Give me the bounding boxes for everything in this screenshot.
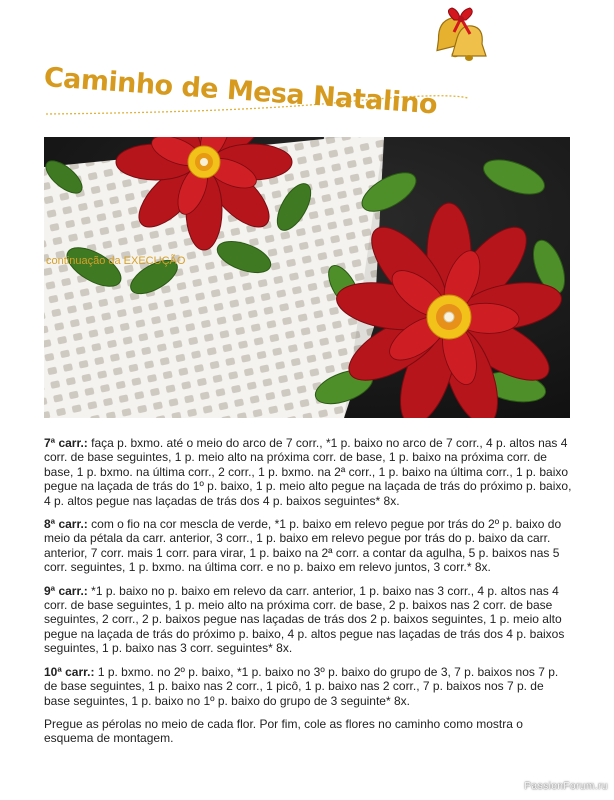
- page-title: Caminho de Mesa Natalino: [42, 62, 439, 121]
- instruction-row-10: 10ª carr.: 1 p. bxmo. no 2º p. baixo, *1 p. baixo no 3º p. baixo do grupo de 3, 7 p. baixos nos 7 p. de base seguintes, 1 p. baixo nas 2 corr., 1 picô, 1 p. baixo nas 2 corr., 7 p. baixos nos 7 p. de base seguintes, 1 p. baixo no 1º p. baixo do grupo de 3 seguinte* 8x.: [44, 664, 559, 708]
- watermark: PassionForum.ru: [524, 781, 608, 792]
- instructions-body: [44, 436, 572, 755]
- title-block: [44, 62, 474, 122]
- instruction-row-7: 7ª carr.: faça p. bxmo. até o meio do arco de 7 corr., *1 p. baixo no arco de 7 corr., 4 p. altos nas 4 corr. de base seguintes, 1 p. meio alto na próxima corr. de base, 1 p. baixo na próxima corr. de base, 1 p. bxmo. na última corr., 2 corr., 1 p. bxmo. na 2ª corr., 1 p. baixo na última corr., 1 p. baixo pegue na laçada de trás do 1º p. baixo, 1 p. meio alto pegue na laçada de trás do próximo p. baixo, 4 p. altos pegue nas laçadas de trás dos 4 p. baixos seguintes* 8x.: [44, 436, 572, 508]
- instruction-row-9: 9ª carr.: *1 p. baixo no p. baixo em relevo da carr. anterior, 1 p. baixo nas 3 corr., 4 p. altos nas 4 corr. de base seguintes, 1 p. meio alto na próxima corr. de base, 2 p. baixos nas 2 corr. de base seguintes, 2 corr., 2 p. baixos pegue nas laçadas de trás dos 2 p. baixos seguintes, 1 p. meio alto pegue na laçada de trás do próximo p. baixo, 4 p. altos pegue nas laçadas de trás dos 4 p. baixos seguintes, 1 p. baixo nas 3 corr. seguintes* 8x.: [44, 583, 565, 656]
- crochet-photo: [44, 137, 570, 418]
- instruction-row-8: 8ª carr.: com o fio na cor mescla de verde, *1 p. baixo em relevo pegue por trás do 2º p. baixo do meio da pétala da carr. anterior, 3 corr., 1 p. baixo em relevo pegue por trás do p. baixo da carr. anterior, 7 corr. mais 1 corr. para virar, 1 p. baixo na 2ª corr. a contar da agulha, 5 p. baixos nas 5 corr. seguintes, 1 p. bxmo. na última corr. e no p. baixo em relevo juntos, 3 corr.* 8x.: [44, 517, 562, 575]
- closing-note: Pregue as pérolas no meio de cada flor. Por fim, cole as flores no caminho como mostra o esquema de montagem.: [44, 716, 523, 746]
- execution-continuation-label: continuação da EXECUÇÃO: [46, 255, 186, 267]
